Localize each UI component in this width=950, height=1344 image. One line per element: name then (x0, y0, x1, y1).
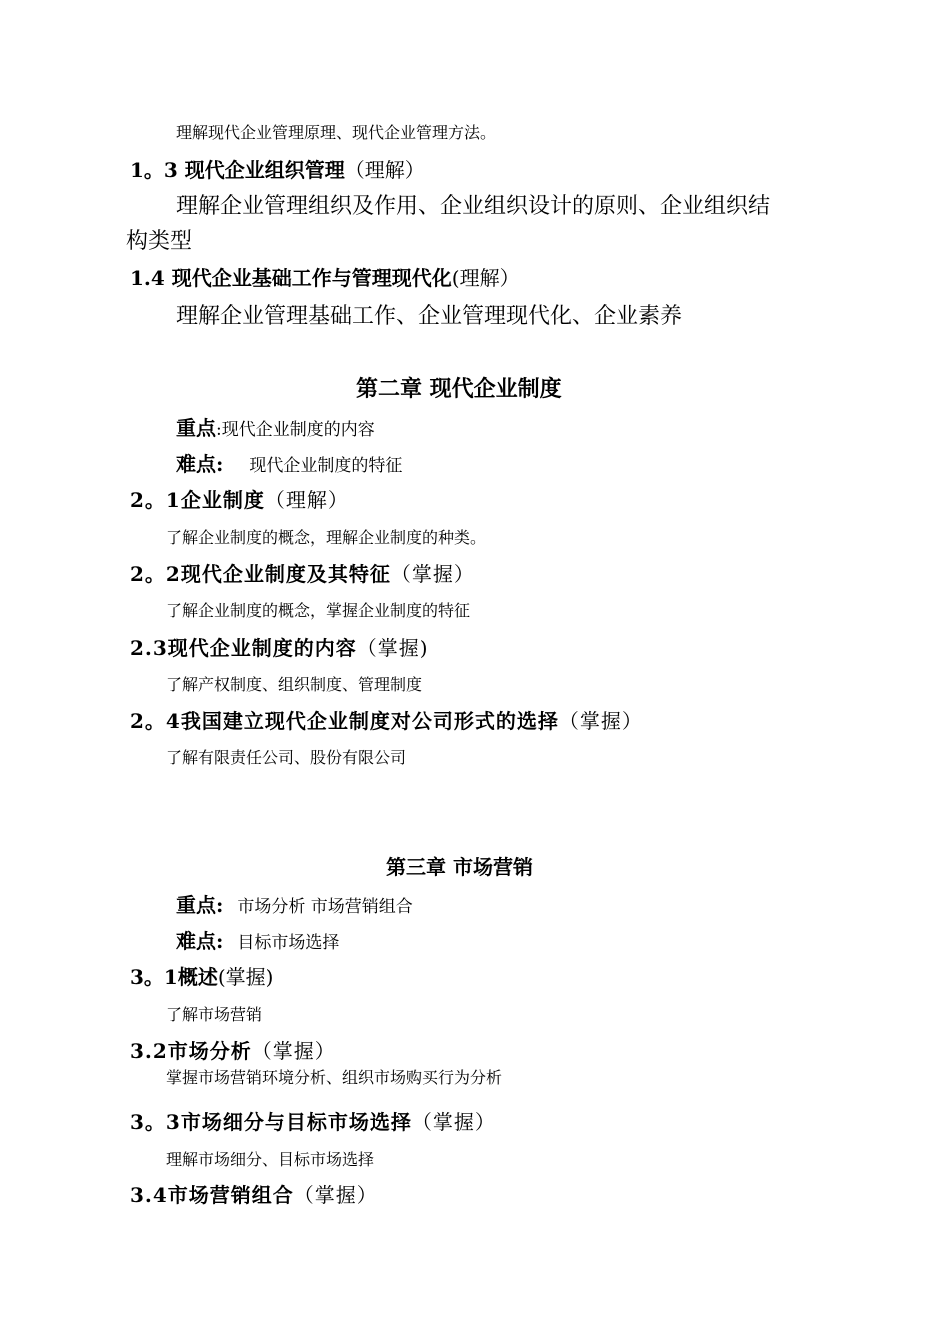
heading-level: （理解） (264, 488, 349, 512)
key-point-label: 重点: (176, 893, 224, 917)
key-point-line (176, 895, 413, 916)
section-heading-3-4 (130, 1185, 378, 1205)
section-heading-2-4 (130, 711, 643, 731)
heading-text: 2。4我国建立现代企业制度对公司形式的选择 (130, 709, 559, 733)
section-heading-1-3 (130, 160, 425, 180)
body-text: 了解产权制度、组织制度、管理制度 (166, 675, 423, 694)
body-text: 构类型 (126, 229, 193, 254)
section-heading-3-1 (130, 967, 273, 987)
heading-level: （掌握） (251, 1039, 336, 1063)
heading-text: 1。3 现代企业组织管理 (130, 158, 345, 182)
section-heading-2-3 (130, 638, 429, 658)
section-heading-3-3 (130, 1112, 496, 1132)
section-heading-1-4 (130, 268, 520, 288)
key-point-line (176, 418, 375, 439)
heading-level: （掌握) (356, 636, 429, 660)
difficulty-line (176, 931, 339, 952)
heading-text: 3。1概述 (130, 965, 218, 989)
body-text: 掌握市场营销环境分析、组织市场购买行为分析 (166, 1068, 503, 1087)
heading-text: 3.2市场分析 (130, 1039, 252, 1063)
section-heading-2-1 (130, 490, 349, 510)
body-text: 理解市场细分、目标市场选择 (166, 1150, 375, 1169)
heading-text: 1.4 现代企业基础工作与管理现代化 (130, 266, 452, 290)
heading-text: 2。2现代企业制度及其特征 (130, 562, 391, 586)
key-point-label: 重点 (176, 416, 216, 440)
difficulty-text: 目标市场选择 (237, 933, 340, 953)
section-heading-2-2 (130, 564, 475, 584)
heading-level: (掌握) (217, 965, 274, 989)
body-text: 了解市场营销 (166, 1005, 263, 1024)
difficulty-label: 难点: (176, 452, 224, 476)
key-point-text: 市场分析 市场营销组合 (237, 897, 413, 917)
body-text: 了解企业制度的概念，理解企业制度的种类。 (166, 528, 487, 547)
key-point-text: :现代企业制度的内容 (216, 420, 375, 440)
body-text: 理解企业管理组织及作用、企业组织设计的原则、企业组织结 (176, 194, 771, 219)
difficulty-text: 现代企业制度的特征 (249, 456, 403, 476)
chapter-title-2: 第二章 现代企业制度 (356, 376, 562, 402)
body-text: 理解现代企业管理原理、现代企业管理方法。 (176, 123, 497, 142)
heading-level: （掌握） (411, 1110, 496, 1134)
body-text: 了解企业制度的概念，掌握企业制度的特征 (166, 601, 471, 620)
chapter-title-3: 第三章 市场营销 (386, 855, 533, 879)
heading-level: （理解） (344, 158, 425, 182)
difficulty-label: 难点: (176, 929, 224, 953)
heading-level: （掌握） (293, 1183, 378, 1207)
heading-text: 3。3市场细分与目标市场选择 (130, 1110, 412, 1134)
body-text: 了解有限责任公司、股份有限公司 (166, 748, 407, 767)
heading-level: （掌握） (558, 709, 643, 733)
heading-level: （掌握） (390, 562, 475, 586)
heading-text: 2.3现代企业制度的内容 (130, 636, 357, 660)
heading-level: (理解） (451, 266, 520, 290)
heading-text: 3.4市场营销组合 (130, 1183, 294, 1207)
difficulty-line (176, 454, 402, 475)
body-text: 理解企业管理基础工作、企业管理现代化、企业素养 (176, 304, 683, 329)
heading-text: 2。1企业制度 (130, 488, 265, 512)
section-heading-3-2 (130, 1041, 336, 1061)
